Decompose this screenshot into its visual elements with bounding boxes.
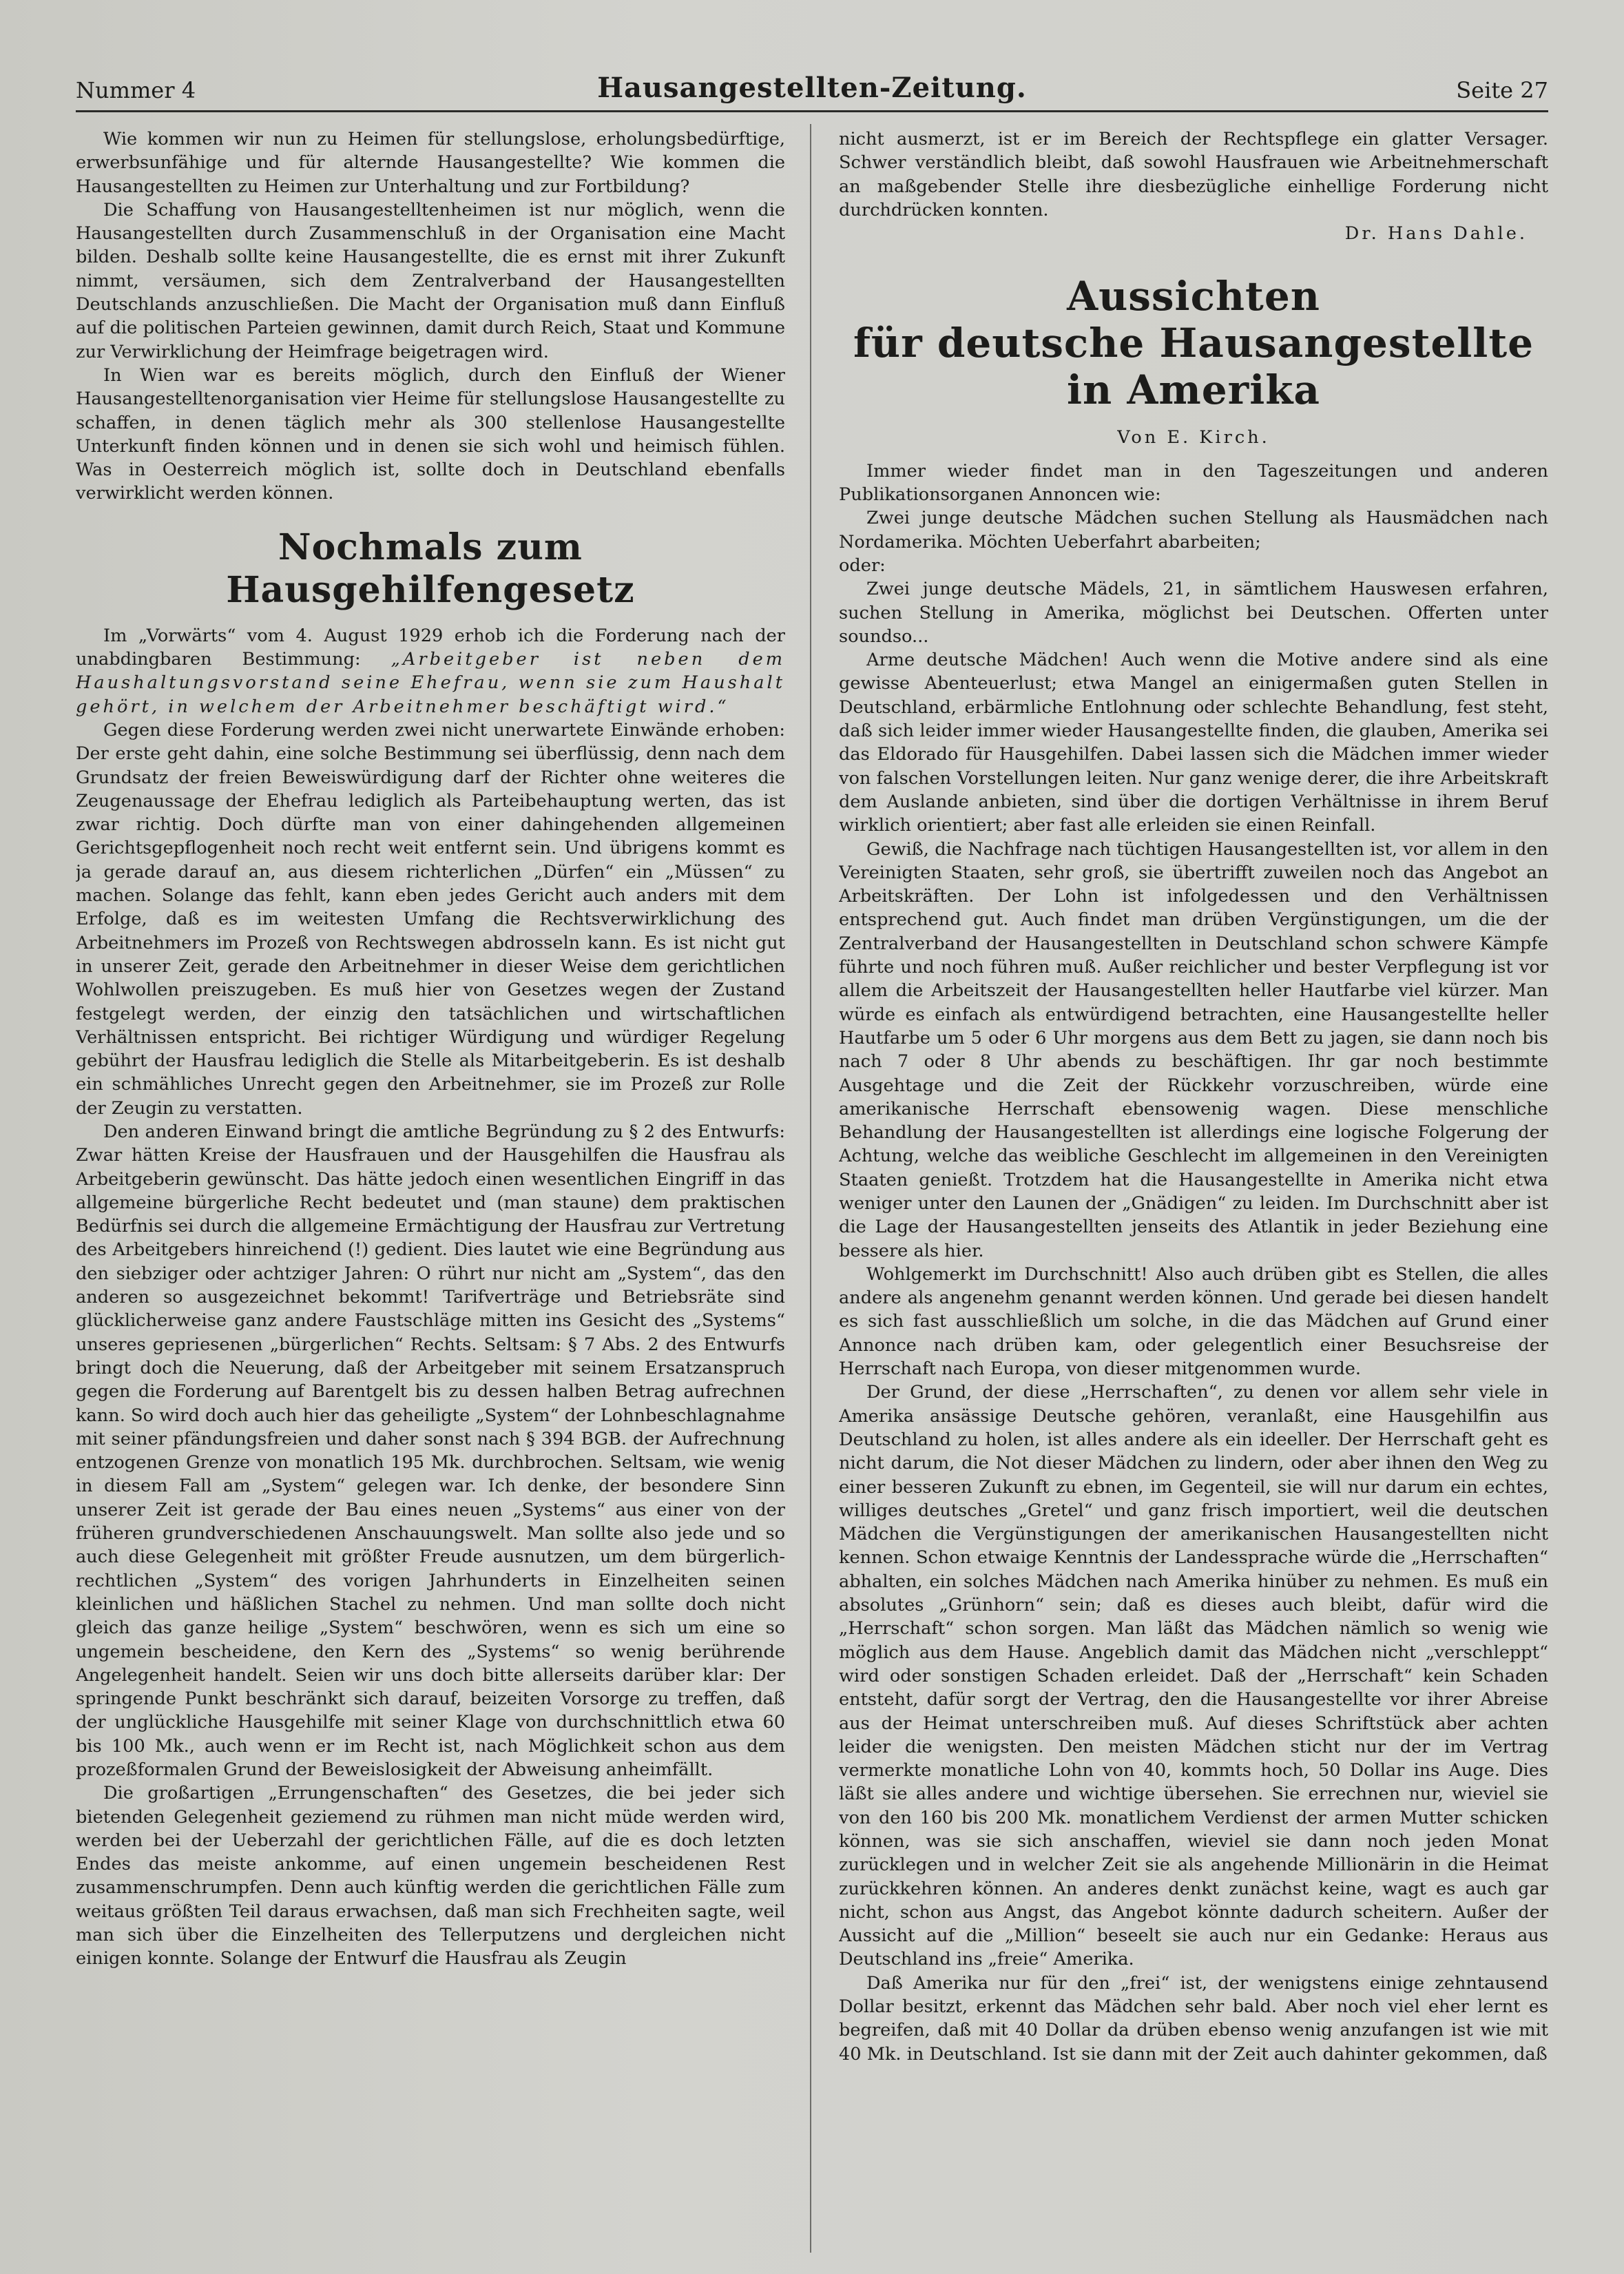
- page-header: [76, 69, 1548, 112]
- byline: Von E. Kirch.: [1117, 427, 1270, 448]
- column-divider: [810, 124, 811, 2253]
- article-headline: [839, 273, 1548, 413]
- paragraph: In Wien war es bereits möglich, durch den Einfluß der Wiener Hausangestelltenorganisation vier Heime für stellungslose Hausangestellte zu schaffen, in denen täglich mehr als 300 stellenlose Hausangestellte Unterkunft finden können und in denen sie sich wohl und heimisch fühlen. Was in Oesterreich möglich ist, sollte doch in Deutschland ebenfalls verwirklicht werden können.: [76, 364, 785, 504]
- right-column: [839, 127, 1548, 2249]
- newspaper-title: Hausangestellten-Zeitung.: [597, 72, 1027, 104]
- article-headline: Nochmals zum Hausgehilfengesetz: [226, 526, 635, 611]
- article-lead: Im „Vorwärts“ vom 4. August 1929 erhob ich die Forderung nach der unabdingbaren Bestimmung:: [76, 625, 785, 670]
- paragraph: Arme deutsche Mädchen! Auch wenn die Motive andere sind als eine gewisse Abenteuerlust; etwa Mangel an einigermaßen guten Stellen in Deutschland, erbärmliche Entlohnung oder schlechte Behandlung, fest steht, daß sich leider immer wieder Hausangestellte finden, die glauben, Amerika sei das Eldorado für Hausgehilfen. Dabei lassen sich die Mädchen immer wieder von falschen Vorstellungen leiten. Nur ganz wenige derer, die ihre Arbeitskraft dem Auslande anbieten, sind über die dortigen Verhältnisse in ihrem Beruf wirklich orientiert; aber fast alle erleiden sie einen Reinfall.: [839, 650, 1548, 836]
- paragraph: [76, 624, 785, 719]
- paragraph: oder:: [839, 555, 886, 576]
- quoted-ad: Zwei junge deutsche Mädchen suchen Stellung als Hausmädchen nach Nordamerika. Möchten Ueberfahrt abarbeiten;: [839, 508, 1548, 552]
- author-signature: Dr. Hans Dahle.: [1344, 223, 1528, 245]
- paragraph: Die großartigen „Errungenschaften“ des Gesetzes, die bei jeder sich bietenden Gelegenheit geziemend zu rühmen man nicht müde werden wird, werden bei der Ueberzahl der gerichtlichen Fälle, auf die es doch letzten Endes das meiste ankomme, auf einen ungemein bescheidenen Rest zusammenschrumpfen. Denn auch künftig werden die gerichtlichen Fälle zum weitaus größten Teil daraus erwachsen, daß man sich Frechheiten sagte, weil man sich über die Einzelheiten des Tellerputzens und dergleichen nicht einigen konnte. Solange der Entwurf die Hausfrau als Zeugin: [76, 1783, 785, 1970]
- paragraph: nicht ausmerzt, ist er im Bereich der Rechtspflege ein glatter Versager. Schwer verständlich bleibt, daß sowohl Hausfrauen wie Arbeitnehmerschaft an maßgebender Stelle ihre diesbezügliche einhellige Forderung nicht durchdrücken konnten.: [839, 129, 1548, 220]
- paragraph: Der Grund, der diese „Herrschaften“, zu denen vor allem sehr viele in Amerika ansässige Deutsche gehören, veranlaßt, eine Hausgehilfin aus Deutschland zu holen, ist alles andere als ein ideeller. Der Herrschaft geht es nicht darum, die Not dieser Mädchen zu lindern, oder aber ihnen den Weg zu einer besseren Zukunft zu ebnen, im Gegenteil, sie will nur darum ein echtes, williges deutsches „Gretel“ und ganz frisch importiert, weil die deutschen Mädchen die Vergünstigungen der amerikanischen Hausangestellten nicht kennen. Schon etwaige Kenntnis der Landessprache würde die „Herrschaften“ abhalten, ein solches Mädchen nach Amerika hinüber zu nehmen. Es muß ein absolutes „Grünhorn“ sein; daß es dieses auch bleibt, dafür wird die „Herrschaft“ schon sorgen. Man läßt das Mädchen nämlich so wenig wie möglich aus dem Hause. Angeblich damit das Mädchen nicht „verschleppt“ wird oder sonstigen Schaden erleidet. Daß der „Herrschaft“ kein Schaden entsteht, dafür sorgt der Vertrag, den die Hausangestellte vor ihrer Abreise aus der Heimat unterschreiben muß. Auf dieses Schriftstück aber achten leider die wenigsten. Den meisten Mädchen sticht nur der im Vertrag vermerkte monatliche Lohn von 40, kommts hoch, 50 Dollar ins Auge. Dies läßt sie alles andere und wichtige übersehen. Sie errechnen nur, wieviel sie von den 160 bis 200 Mk. monatlichem Verdienst der armen Mutter schicken können, was sie sich anschaffen, wieviel sie dann noch jeden Monat zurücklegen und in welcher Zeit sie als angehende Millionärin in die Heimat zurückkehren können. An anderes denkt zunächst keine, wagt es auch gar nicht, schon aus Angst, das Angebot könnte dadurch scheitern. Außer der Aussicht auf die „Million“ beseelt sie auch nur ein Gedanke: Heraus aus Deutschland ins „freie“ Amerika.: [839, 1382, 1548, 1970]
- paragraph: Wohlgemerkt im Durchschnitt! Also auch drüben gibt es Stellen, die alles andere als angenehm genannt werden können. Und gerade bei diesen handelt es sich fast ausschließlich um solche, in die das Mädchen auf Grund einer Annonce nach drüben kam, oder gelegentlich einer Besuchsreise der Herrschaft nach Europa, von dieser mitgenommen wurde.: [839, 1263, 1548, 1380]
- left-column: [76, 127, 785, 2249]
- issue-number: Nummer 4: [76, 77, 196, 103]
- headline-line-1: Aussichten: [1067, 273, 1320, 320]
- headline-line-2: für deutsche Hausangestellte in Amerika: [853, 320, 1534, 414]
- paragraph: Daß Amerika nur für den „frei“ ist, der wenigstens einige zehntausend Dollar besitzt, erkennt das Mädchen sehr bald. Aber noch viel eher lernt es begreifen, daß mit 40 Dollar da drüben ebenso wenig anzufangen ist wie mit 40 Mk. in Deutschland. Ist sie dann mit der Zeit auch dahinter gekommen, daß: [839, 1972, 1548, 2065]
- paragraph: Gegen diese Forderung werden zwei nicht unerwartete Einwände erhoben: Der erste geht dahin, eine solche Bestimmung sei überflüssig, denn nach dem Grundsatz der freien Beweiswürdigung darf der Richter ohne weiteres die Zeugenaussage der Ehefrau lediglich als Parteibehauptung werten, das ist zwar richtig. Doch dürfte man von einer dahingehenden allgemeinen Gerichtsgepflogenheit noch recht weit entfernt sein. Und übrigens kommt es ja gerade darauf an, aus diesem richterlichen „Dürfen“ ein „Müssen“ zu machen. Solange das fehlt, kann eben jedes Gericht auch anders mit dem Erfolge, daß es im weitesten Umfang die Rechtsverwirklichung des Arbeitnehmers im Prozeß von Rechtswegen abdrosseln kann. Es ist nicht gut in unserer Zeit, gerade den Arbeitnehmer in dieser Weise dem gerichtlichen Wohlwollen preiszugeben. Es muß hier von Gesetzes wegen der Zustand festgelegt werden, der einzig den tatsächlichen und wirtschaftlichen Verhältnissen entspricht. Bei richtiger Würdigung und würdiger Regelung gebührt der Hausfrau lediglich die Stelle als Mitarbeitgeberin. Es ist deshalb ein schmähliches Unrecht gegen den Arbeitnehmer, sie im Prozeß zur Rolle der Zeugin zu verstatten.: [76, 719, 785, 1119]
- quoted-ad: Zwei junge deutsche Mädels, 21, in sämtlichem Hauswesen erfahren, suchen Stellung in Amerika, möglichst bei Deutschen. Offerten unter soundso...: [839, 579, 1548, 647]
- paragraph: Gewiß, die Nachfrage nach tüchtigen Hausangestellten ist, vor allem in den Vereinigten Staaten, sehr groß, sie übertrifft zuweilen noch das Angebot an Arbeitskräften. Der Lohn ist infolgedessen und den Verhältnissen entsprechend gut. Auch findet man drüben Vergünstigungen, um die der Zentralverband der Hausangestellten in Deutschland schon schwere Kämpfe führte und noch führen muß. Außer reichlicher und bester Verpflegung ist vor allem die Arbeitszeit der Hausangestellten heller Hautfarbe viel kürzer. Man würde es einfach als entwürdigend betrachten, eine Hausangestellte heller Hautfarbe um 5 oder 6 Uhr morgens aus dem Bett zu jagen, sie dann noch bis nach 7 oder 8 Uhr abends zu beschäftigen. Ihr gar noch bestimmte Ausgehtage und die Zeit der Rückkehr vorzuschreiben, würde eine amerikanische Herrschaft ebensowenig wagen. Diese menschliche Behandlung der Hausangestellten ist allerdings eine logische Folgerung der Achtung, welche das weibliche Geschlecht im allgemeinen in den Vereinigten Staaten genießt. Trotzdem hat die Hausangestellte in Amerika nicht etwa weniger unter den Launen der „Gnädigen“ zu leiden. Im Durchschnitt aber ist die Lage der Hausangestellten jenseits des Atlantik in jeder Beziehung eine bessere als hier.: [839, 838, 1548, 1261]
- quoted-provision: „Arbeitgeber ist neben dem Haushaltungsvorstand seine Ehefrau, wenn sie zum Haushalt gehört, in welchem der Arbeitnehmer beschäftigt wird.“: [76, 649, 785, 717]
- page-number: Seite 27: [1456, 77, 1548, 103]
- paragraph: Wie kommen wir nun zu Heimen für stellungslose, erholungsbedürftige, erwerbsunfähige und für alternde Hausangestellte? Wie kommen die Hausangestellten zu Heimen zur Unterhaltung und zur Fortbildung?: [76, 129, 785, 197]
- paragraph: Immer wieder findet man in den Tageszeitungen und anderen Publikationsorganen Annoncen wie:: [839, 460, 1548, 506]
- paragraph: Die Schaffung von Hausangestelltenheimen ist nur möglich, wenn die Hausangestellten durch Zusammenschluß in der Organisation eine Macht bilden. Deshalb sollte keine Hausangestellte, die es ernst mit ihrer Zukunft nimmt, versäumen, sich dem Zentralverband der Hausangestellten Deutschlands anzuschließen. Die Macht der Organisation muß dann Einfluß auf die politischen Parteien gewinnen, damit durch Reich, Staat und Kommune zur Verwirklichung der Heimfrage beigetragen wird.: [76, 199, 785, 362]
- paragraph: Den anderen Einwand bringt die amtliche Begründung zu § 2 des Entwurfs: Zwar hätten Kreise der Hausfrauen und der Hausgehilfen die Hausfrau als Arbeitgeberin gewünscht. Das hätte jedoch einen wesentlichen Eingriff in das allgemeine bürgerliche Recht bedeutet und (man staune) dem praktischen Bedürfnis sei durch die allgemeine Ermächtigung der Hausfrau zur Vertretung des Arbeitgebers hinreichend (!) gedient. Dies lautet wie eine Begründung aus den siebziger oder achtziger Jahren: O rührt nur nicht am „System“, das den anderen so ausgezeichnet bekommt! Tarifverträge und Betriebsräte sind glücklicherweise ganz andere Faustschläge mitten ins Gesicht des „Systems“ unseres gepriesenen „bürgerlichen“ Rechts. Seltsam: § 7 Abs. 2 des Entwurfs bringt doch die Neuerung, daß der Arbeitgeber mit seinem Ersatzanspruch gegen die Forderung auf Barentgelt bis zu dessen halben Betrag aufrechnen kann. So wird doch auch hier das geheiligte „System“ der Lohnbeschlagnahme mit seiner pfändungsfreien und daher sonst nach § 394 BGB. der Aufrechnung entzogenen Grenze von monatlich 195 Mk. durchbrochen. Seltsam, wie wenig in diesem Fall am „System“ gelegen war. Ich denke, der besondere Sinn unserer Zeit ist gerade der Bau eines neuen „Systems“ aus einer von der früheren grundverschiedenen Anschauungswelt. Man sollte also jede und so auch diese Gelegenheit mit größter Freude ausnutzen, um dem bürgerlich-rechtlichen „System“ des vorigen Jahrhunderts in Einzelheiten seinen kleinlichen und häßlichen Stachel zu nehmen. Und man sollte doch nicht gleich das ganze heilige „System“ beschwören, wenn es sich um eine so ungemein bescheidene, den Kern des „Systems“ so wenig berührende Angelegenheit handelt. Seien wir uns doch bitte allerseits darüber klar: Der springende Punkt beschränkt sich darauf, beizeiten Vorsorge zu treffen, daß der unglückliche Hausgehilfe mit seiner Klage von durchschnittlich etwa 60 bis 100 Mk., auch wenn er im Recht ist, nach Möglichkeit schon aus dem prozeßformalen Grund der Beweislosigkeit der Abweisung anheimfällt.: [76, 1121, 785, 1780]
